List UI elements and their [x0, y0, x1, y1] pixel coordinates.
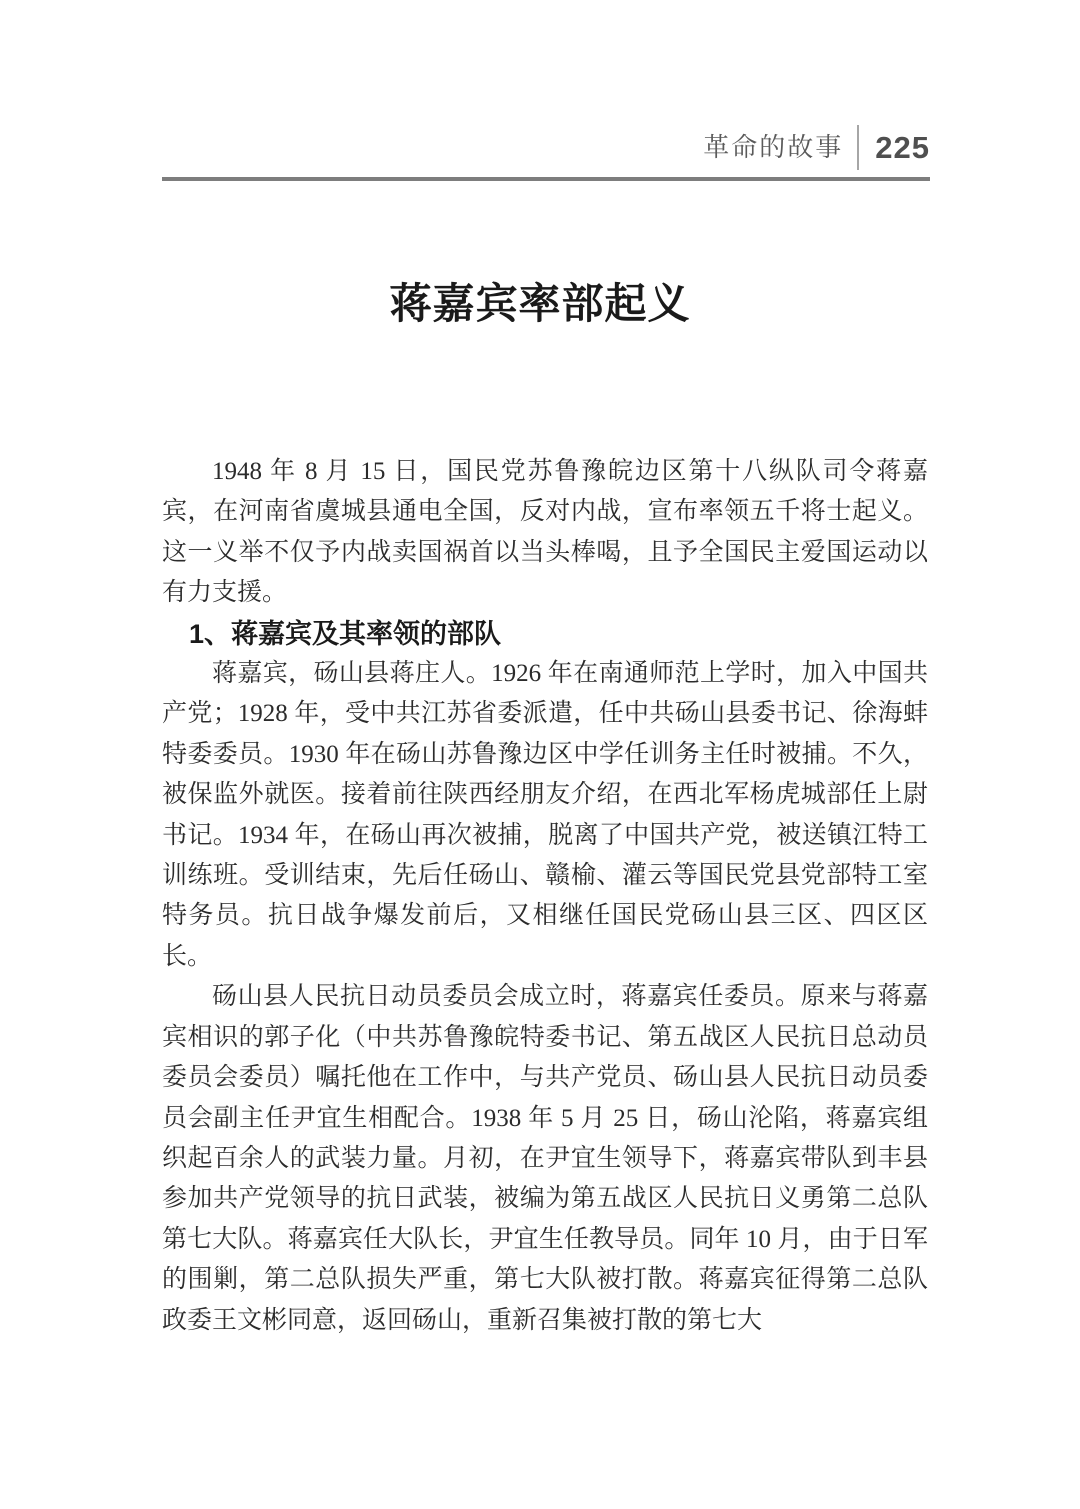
paragraph-intro: 1948 年 8 月 15 日，国民党苏鲁豫皖边区第十八纵队司令蒋嘉宾，在河南省虞城县通电全国，反对内战，宣布率领五千将士起义。这一义举不仅予内战卖国祸首以当头棒喝，且予全国民主爱国运动以有力支援。	[162, 458, 928, 607]
section-heading: 1、蒋嘉宾及其率领的部队	[189, 618, 502, 649]
article-body	[162, 452, 928, 1341]
header-divider	[857, 125, 859, 170]
article-title: 蒋嘉宾率部起义	[389, 282, 691, 328]
page-number: 225	[875, 129, 930, 165]
paragraph-mobilization: 砀山县人民抗日动员委员会成立时，蒋嘉宾任委员。原来与蒋嘉宾相识的郭子化（中共苏鲁豫皖特委书记、第五战区人民抗日总动员委员会委员）嘱托他在工作中，与共产党员、砀山县人民抗日动员委员会副主任尹宜生相配合。1938 年 5 月 25 日，砀山沦陷，蒋嘉宾组织起百余人的武装力量。月初，在尹宜生领导下，蒋嘉宾带队到丰县参加共产党领导的抗日武装，被编为第五战区人民抗日义勇第二总队第七大队。蒋嘉宾任大队长，尹宜生任教导员。同年 10 月，由于日军的围剿，第二总队损失严重，第七大队被打散。蒋嘉宾征得第二总队政委王文彬同意，返回砀山，重新召集被打散的第七大	[162, 983, 928, 1334]
paragraph-biography: 蒋嘉宾，砀山县蒋庄人。1926 年在南通师范上学时，加入中国共产党；1928 年，受中共江苏省委派遣，任中共砀山县委书记、徐海蚌特委委员。1930 年在砀山苏鲁豫边区中学任训务主任时被捕。不久，被保监外就医。接着前往陕西经朋友介绍，在西北军杨虎城部任上尉书记。1934 年，在砀山再次被捕，脱离了中国共产党，被送镇江特工训练班。受训结束，先后任砀山、赣榆、灌云等国民党县党部特工室特务员。抗日战争爆发前后，又相继任国民党砀山县三区、四区区长。	[162, 660, 928, 970]
running-head: 革命的故事	[703, 132, 844, 162]
header-rule	[162, 177, 930, 181]
page-header	[0, 124, 930, 170]
